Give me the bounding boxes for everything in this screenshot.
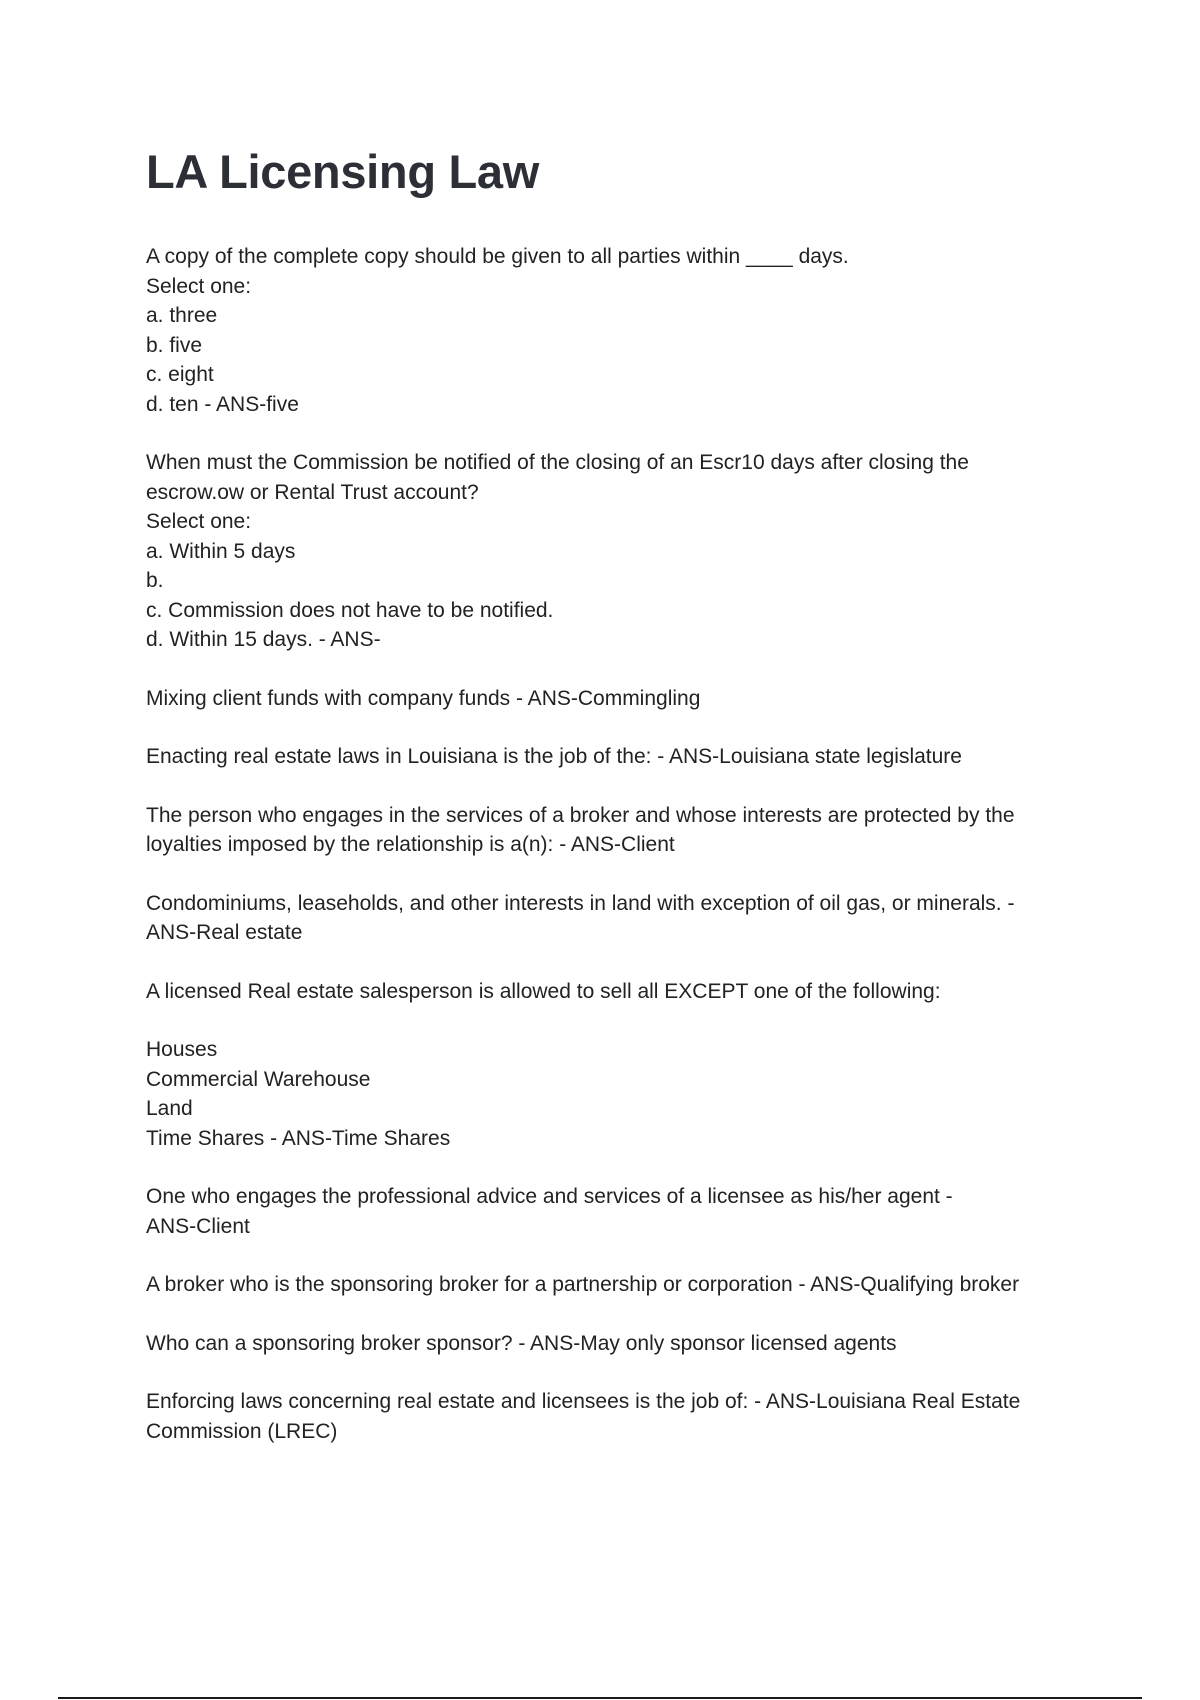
- question-line: The person who engages in the services of a broker and whose interests are protected by the: [146, 803, 1015, 827]
- question-line: A licensed Real estate salesperson is allowed to sell all EXCEPT one of the following:: [146, 979, 941, 1003]
- question-block: [146, 889, 1086, 948]
- question-block: [146, 1270, 1086, 1300]
- question-line: Who can a sponsoring broker sponsor? - ANS-May only sponsor licensed agents: [146, 1331, 897, 1355]
- question-line: b. five: [146, 333, 203, 357]
- question-line: A copy of the complete copy should be given to all parties within ____ days.: [146, 245, 849, 268]
- question-line: d. ten - ANS-five: [146, 392, 299, 416]
- question-line: Select one:: [146, 510, 252, 533]
- question-line: c. eight: [146, 363, 214, 386]
- question-line: Time Shares - ANS-Time Shares: [146, 1126, 451, 1150]
- document-page: [146, 140, 1086, 1475]
- question-block: [146, 1182, 1086, 1241]
- question-line: Select one:: [146, 274, 252, 298]
- question-line: escrow.ow or Rental Trust account?: [146, 480, 479, 504]
- question-line: a. three: [146, 304, 218, 327]
- question-block: [146, 448, 1086, 655]
- question-line: loyalties imposed by the relationship is a(n): - ANS-Client: [146, 833, 675, 856]
- question-line: a. Within 5 days: [146, 539, 296, 563]
- question-line: Condominiums, leaseholds, and other interests in land with exception of oil gas, or minerals. -: [146, 891, 1015, 915]
- question-line: d. Within 15 days. - ANS-: [146, 628, 381, 651]
- question-line: Commission (LREC): [146, 1419, 338, 1443]
- question-line: Mixing client funds with company funds - ANS-Commingling: [146, 686, 701, 710]
- footer-rule: [58, 1697, 1142, 1699]
- question-line: ANS-Client: [146, 1214, 250, 1238]
- question-line: When must the Commission be notified of the closing of an Escr10 days after closing the: [146, 451, 969, 474]
- question-block: [146, 242, 1086, 419]
- question-block: [146, 742, 1086, 772]
- question-line: Houses: [146, 1038, 218, 1061]
- question-block: [146, 1387, 1086, 1446]
- question-block: [146, 1329, 1086, 1359]
- page-title: LA Licensing Law: [146, 145, 540, 198]
- question-line: A broker who is the sponsoring broker for a partnership or corporation - ANS-Qualifying broker: [146, 1273, 1020, 1296]
- question-line: Enacting real estate laws in Louisiana is the job of the: - ANS-Louisiana state legislature: [146, 745, 962, 768]
- question-line: ANS-Real estate: [146, 921, 303, 944]
- question-list: [146, 242, 1086, 1446]
- question-line: Enforcing laws concerning real estate and licensees is the job of: - ANS-Louisiana Real Estate: [146, 1390, 1021, 1413]
- question-block: [146, 977, 1086, 1007]
- question-block: [146, 684, 1086, 714]
- question-line: b.: [146, 569, 164, 592]
- question-line: One who engages the professional advice and services of a licensee as his/her agent -: [146, 1185, 953, 1208]
- question-line: Land: [146, 1097, 193, 1120]
- question-block: [146, 801, 1086, 860]
- question-line: c. Commission does not have to be notified.: [146, 598, 554, 622]
- question-block: [146, 1035, 1086, 1153]
- question-line: Commercial Warehouse: [146, 1067, 371, 1091]
